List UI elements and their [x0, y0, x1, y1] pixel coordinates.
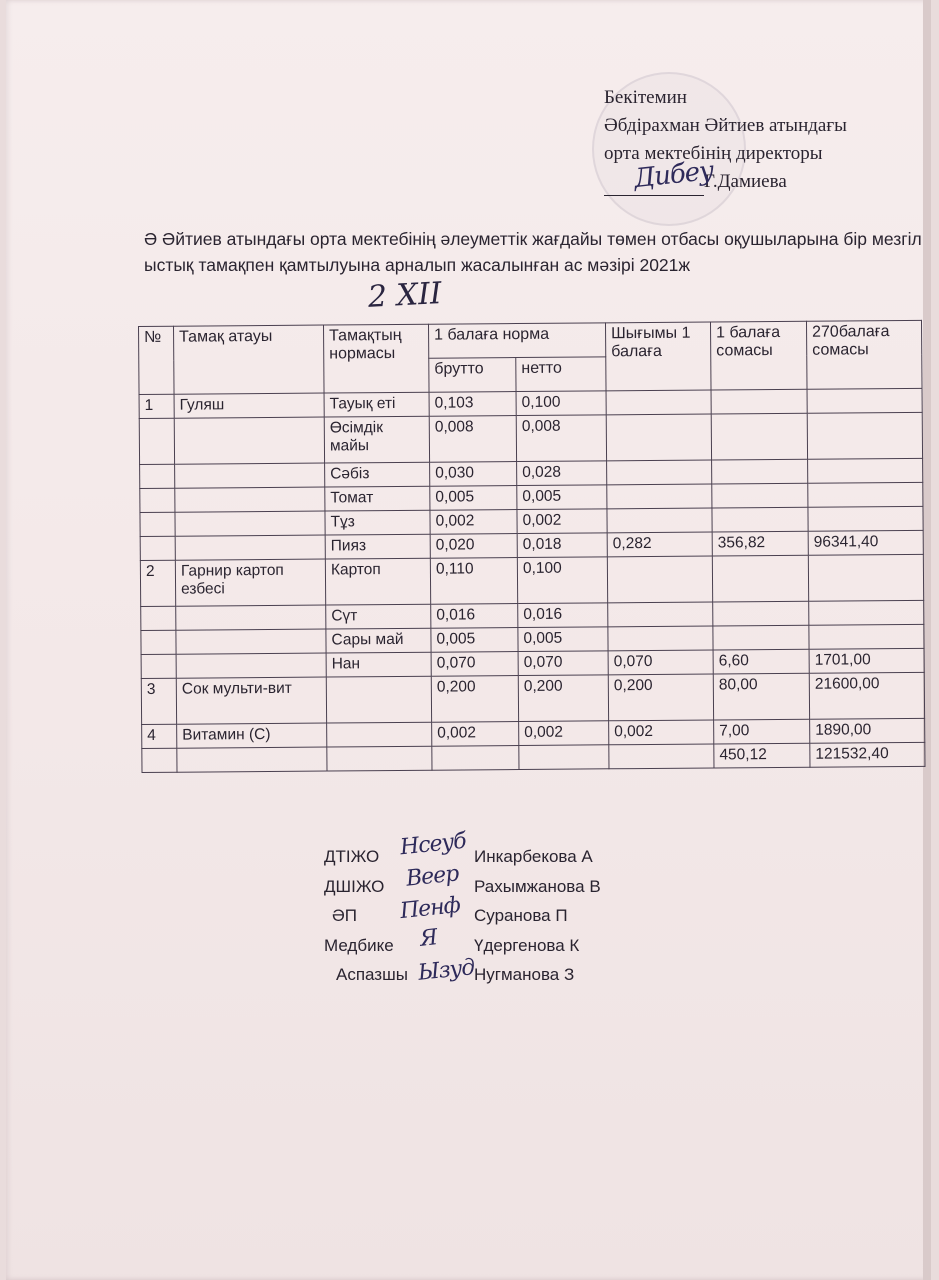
cell-item — [326, 676, 431, 723]
cell-yield — [607, 508, 712, 533]
cell-cost-total: 96341,40 — [808, 530, 923, 555]
col-header-per-child: 1 балаға норма — [428, 323, 605, 358]
director-signature: Дибеу — [632, 155, 715, 195]
cell-yield: 0,200 — [608, 674, 713, 721]
cell-item: Тауық еті — [324, 392, 429, 417]
cell-cost-total: 1701,00 — [809, 648, 924, 673]
cell-brutto: 0,005 — [431, 628, 518, 653]
director-signature-underline — [604, 195, 704, 196]
cell-item: Сүт — [326, 604, 431, 629]
signature-name: Рахымжанова В — [474, 876, 601, 896]
cell-num — [140, 512, 175, 536]
cell-item: Сәбіз — [325, 462, 430, 487]
document-page — [6, 0, 931, 1280]
cell-name: Гуляш — [174, 393, 324, 418]
cell-cost-total — [809, 624, 924, 649]
cell-cost-one — [712, 555, 808, 602]
cell-name — [177, 747, 327, 772]
cell-name — [175, 535, 325, 560]
cell-cost-one — [711, 389, 807, 414]
cell-cost-total — [808, 458, 923, 483]
cell-num — [139, 418, 174, 464]
cell-yield — [606, 414, 711, 461]
handwritten-signature-1: Нсеуб — [398, 828, 467, 861]
cell-num: 3 — [141, 678, 176, 724]
document-heading: Ә Әйтиев атындағы орта мектебінің әлеуметтік жағдайы төмен отбасы оқушыларына бір мезгіл ыстық тамақпен қамтылуына арналып жасалынған ас мәзірі 2021ж — [144, 229, 922, 275]
cell-brutto: 0,002 — [432, 722, 519, 747]
cell-brutto: 0,030 — [430, 462, 517, 487]
col-header-netto: нетто — [516, 357, 606, 392]
cell-item: Томат — [325, 486, 430, 511]
col-header-name: Тамақ атауы — [174, 325, 325, 394]
cell-brutto: 0,005 — [430, 486, 517, 511]
handwritten-signature-2: Веер — [404, 861, 460, 892]
signature-name: Суранова П — [474, 906, 568, 925]
cell-cost-one — [712, 459, 808, 484]
cell-cost-one: 356,82 — [712, 531, 808, 556]
table-row-total — [142, 742, 925, 772]
cell-num: 4 — [142, 724, 177, 748]
table-row — [140, 554, 923, 606]
cell-item: Пияз — [325, 534, 430, 559]
cell-yield — [608, 602, 713, 627]
cell-cost-one — [713, 625, 809, 650]
cell-item: Тұз — [325, 510, 430, 535]
cell-cost-total: 1890,00 — [810, 718, 925, 743]
cell-cost-one: 6,60 — [713, 649, 809, 674]
cell-item: Картоп — [325, 558, 430, 605]
cell-netto: 0,018 — [517, 533, 607, 558]
cell-name — [175, 463, 325, 488]
cell-name: Сок мульти-вит — [176, 677, 326, 724]
cell-num — [141, 630, 176, 654]
approval-title: Бекітемин — [604, 87, 687, 108]
cell-yield — [607, 460, 712, 485]
cell-yield — [609, 744, 714, 769]
cell-name — [176, 605, 326, 630]
signature-role: Аспазшы — [336, 965, 408, 984]
cell-cost-total — [808, 554, 923, 601]
handwritten-signature-4: Я — [418, 925, 439, 952]
approval-position: орта мектебінің директоры — [604, 143, 823, 164]
signature-role: Медбике — [324, 935, 394, 955]
cell-brutto: 0,002 — [430, 510, 517, 535]
cell-item: Өсімдік майы — [324, 416, 429, 463]
cell-netto: 0,005 — [517, 485, 607, 510]
cell-cost-one — [713, 601, 809, 626]
signature-role: ДТІЖО — [324, 847, 380, 866]
cell-yield — [607, 556, 712, 603]
cell-num — [140, 464, 175, 488]
cell-num — [142, 748, 177, 772]
cell-name — [176, 629, 326, 654]
cell-item — [327, 746, 432, 771]
signature-name: Үдергенова К — [474, 935, 580, 955]
cell-num — [141, 606, 176, 630]
cell-netto: 0,028 — [517, 461, 607, 486]
col-header-num: № — [139, 326, 175, 394]
col-header-brutto: брутто — [429, 358, 516, 393]
cell-item — [327, 722, 432, 747]
cell-yield: 0,002 — [609, 720, 714, 745]
cell-item: Сары май — [326, 628, 431, 653]
cell-name: Гарнир картоп езбесі — [175, 559, 325, 606]
cell-cost-total — [809, 600, 924, 625]
cell-netto: 0,002 — [519, 721, 609, 746]
table-row — [139, 412, 922, 464]
cell-netto: 0,016 — [518, 603, 608, 628]
handwritten-date: 2 XII — [367, 276, 443, 315]
cell-brutto: 0,008 — [429, 416, 516, 463]
cell-yield — [608, 626, 713, 651]
cell-netto — [519, 745, 609, 770]
cell-cost-one — [712, 507, 808, 532]
table-row — [141, 672, 924, 724]
col-header-yield: Шығымы 1 балаға — [606, 322, 712, 391]
cell-item: Нан — [326, 652, 431, 677]
cell-num — [140, 536, 175, 560]
cell-num: 2 — [140, 560, 175, 606]
cell-netto: 0,002 — [517, 509, 607, 534]
col-header-norm-name: Тамақтың нормасы — [323, 324, 429, 393]
cell-cost-total: 121532,40 — [810, 742, 925, 767]
signature-role: ӘП — [332, 906, 358, 925]
cell-num: 1 — [139, 394, 174, 418]
menu-table — [138, 320, 926, 773]
cell-cost-total — [807, 412, 922, 459]
cell-yield: 0,070 — [608, 650, 713, 675]
signature-row — [324, 872, 601, 902]
cell-brutto — [432, 746, 519, 771]
cell-cost-total: 21600,00 — [809, 672, 924, 719]
table-header-row — [139, 320, 922, 360]
signature-role: ДШІЖО — [324, 876, 385, 896]
cell-num — [140, 488, 175, 512]
cell-name — [176, 653, 326, 678]
col-header-cost-one: 1 балаға сомасы — [711, 321, 808, 390]
cell-netto: 0,100 — [516, 391, 606, 416]
cell-brutto: 0,200 — [431, 676, 518, 723]
cell-yield — [607, 484, 712, 509]
cell-brutto: 0,070 — [431, 652, 518, 677]
cell-netto: 0,005 — [518, 627, 608, 652]
cell-cost-total — [808, 506, 923, 531]
cell-cost-one — [711, 413, 807, 460]
col-header-cost-total: 270балаға сомасы — [806, 320, 922, 389]
approval-school: Әбдірахман Әйтиев атындағы — [604, 115, 847, 136]
cell-brutto: 0,110 — [430, 558, 517, 605]
cell-cost-one: 450,12 — [714, 743, 810, 768]
handwritten-signature-5: Ызуд — [416, 955, 476, 986]
cell-yield — [606, 390, 711, 415]
cell-netto: 0,100 — [517, 557, 607, 604]
cell-netto: 0,200 — [518, 675, 608, 722]
cell-brutto: 0,103 — [429, 392, 516, 417]
cell-cost-one: 80,00 — [713, 673, 809, 720]
cell-netto: 0,070 — [518, 651, 608, 676]
cell-cost-total — [808, 482, 923, 507]
cell-name — [175, 511, 325, 536]
cell-name — [174, 417, 324, 464]
cell-brutto: 0,020 — [430, 534, 517, 559]
cell-name — [175, 487, 325, 512]
cell-cost-total — [807, 388, 922, 413]
cell-name: Витамин (С) — [177, 723, 327, 748]
signature-row — [324, 901, 601, 931]
cell-num — [141, 654, 176, 678]
signature-name: Инкарбекова А — [474, 847, 593, 866]
cell-cost-one — [712, 483, 808, 508]
handwritten-signature-3: Пенф — [398, 892, 462, 925]
director-name: Г.Дамиева — [704, 171, 787, 192]
signature-name: Нугманова З — [474, 965, 575, 984]
cell-brutto: 0,016 — [431, 604, 518, 629]
cell-netto: 0,008 — [516, 415, 606, 462]
cell-cost-one: 7,00 — [714, 719, 810, 744]
cell-yield: 0,282 — [607, 532, 712, 557]
